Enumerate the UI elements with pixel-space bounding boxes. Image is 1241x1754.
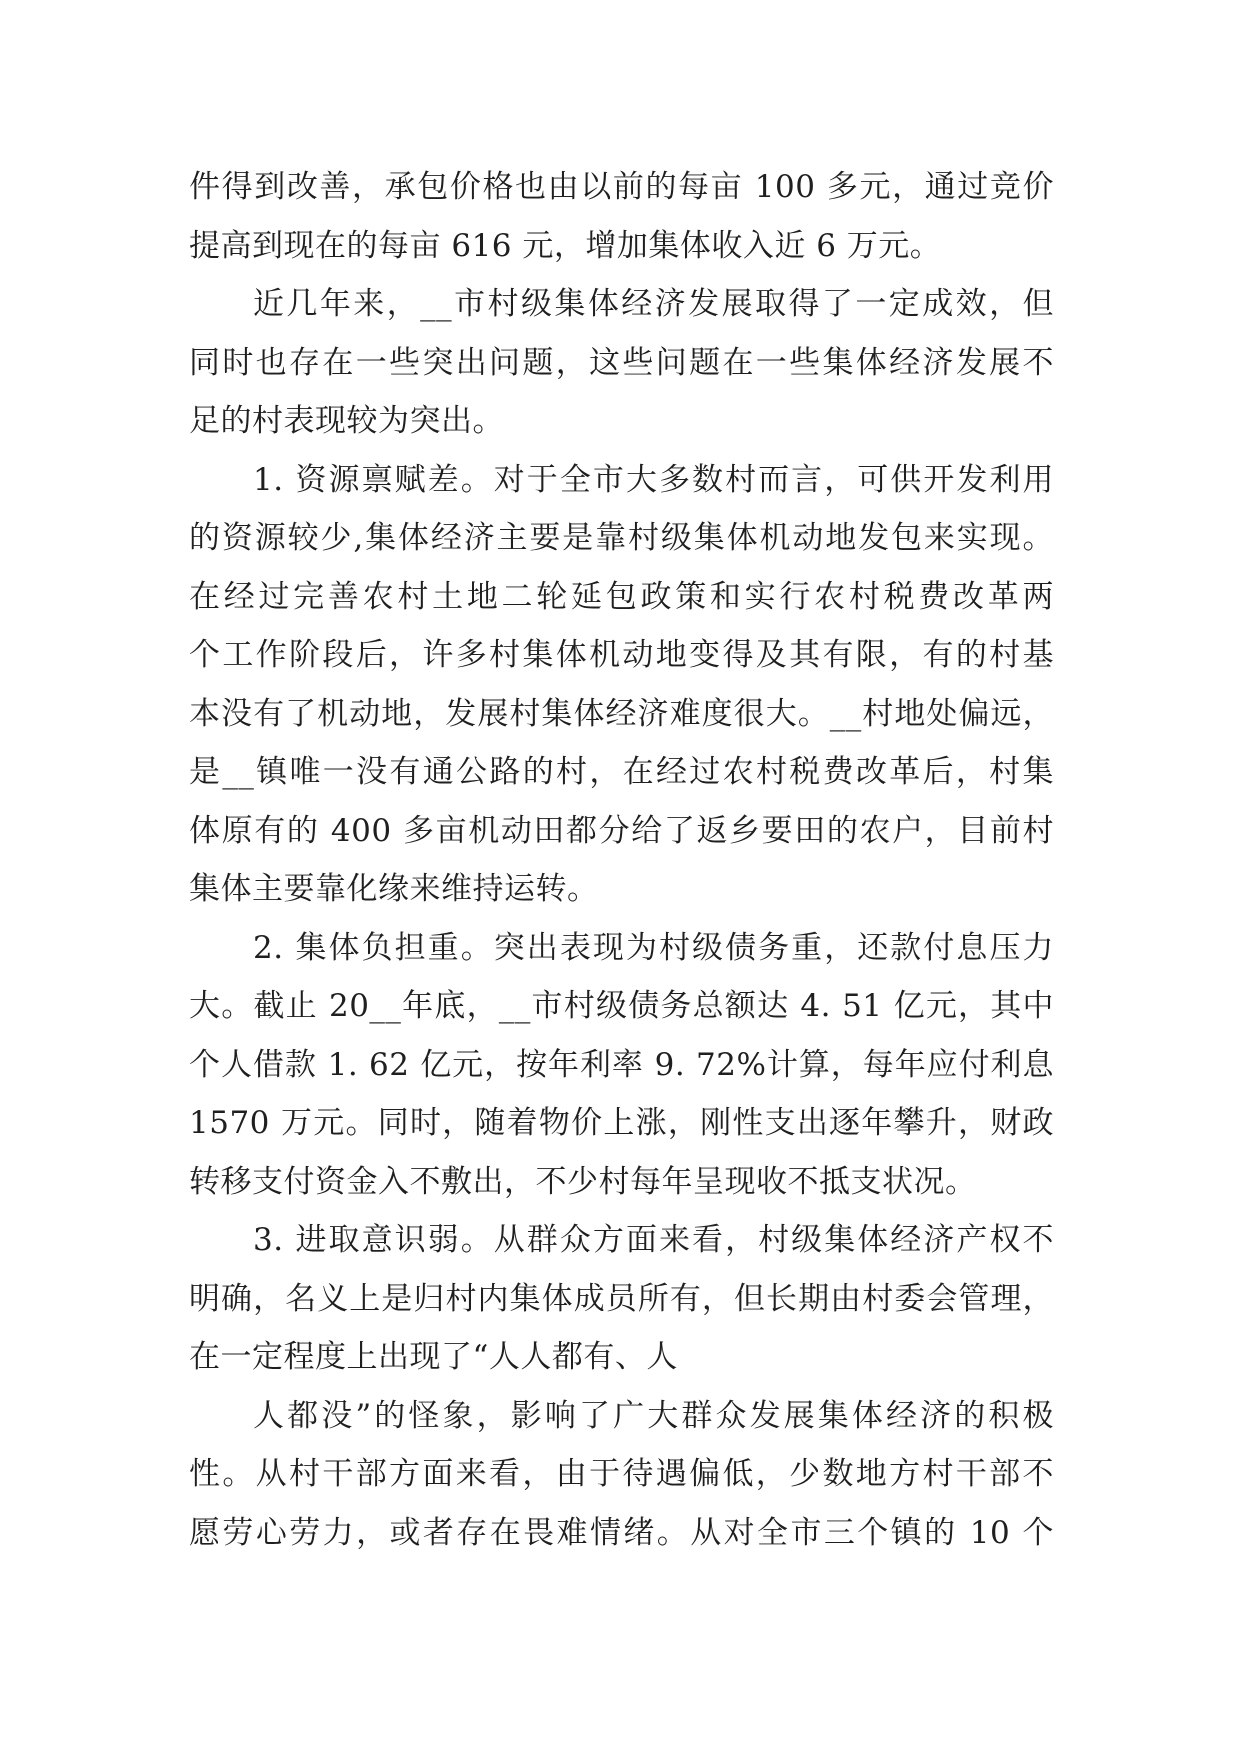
text-line-2: 提高到现在的每亩 616 元，增加集体收入近 6 万元。 — [189, 227, 942, 264]
text-line-19: 3. 进取意识弱。从群众方面来看，村级集体经济产权不 — [253, 1222, 1054, 1258]
text-line-5: 足的村表现较为突出。 — [189, 403, 504, 439]
text-line-24: 愿劳心劳力，或者存在畏难情绪。从对全市三个镇的 10 个 — [189, 1514, 1054, 1551]
text-line-13: 集体主要靠化缘来维持运转。 — [189, 871, 599, 907]
text-line-15: 大。截止 20__年底，__市村级债务总额达 4. 51 亿元，其中 — [189, 988, 1054, 1024]
text-line-9: 个工作阶段后，许多村集体机动地变得及其有限，有的村基 — [189, 637, 1054, 673]
text-line-22: 人都没”的怪象，影响了广大群众发展集体经济的积极 — [253, 1397, 1054, 1434]
text-line-1: 件得到改善，承包价格也由以前的每亩 100 多元，通过竞价 — [189, 169, 1054, 205]
text-line-11: 是__镇唯一没有通公路的村，在经过农村税费改革后，村集 — [189, 754, 1054, 790]
text-line-18: 转移支付资金入不敷出，不少村每年呈现收不抵支状况。 — [189, 1163, 977, 1200]
text-line-17: 1570 万元。同时，随着物价上涨，刚性支出逐年攀升，财政 — [189, 1105, 1054, 1141]
text-line-7: 的资源较少,集体经济主要是靠村级集体机动地发包来实现。 — [189, 520, 1054, 556]
text-line-21: 在一定程度上出现了“人人都有、人 — [189, 1339, 678, 1375]
text-line-20: 明确，名义上是归村内集体成员所有，但长期由村委会管理， — [189, 1280, 1054, 1317]
body-text — [189, 158, 1054, 1562]
text-line-3: 近几年来，__市村级集体经济发展取得了一定成效，但 — [253, 286, 1054, 322]
text-line-16: 个人借款 1. 62 亿元，按年利率 9. 72%计算，每年应付利息 — [189, 1046, 1054, 1083]
text-line-14: 2. 集体负担重。突出表现为村级债务重，还款付息压力 — [253, 929, 1054, 966]
text-line-10: 本没有了机动地，发展村集体经济难度很大。__村地处偏远， — [189, 695, 1054, 732]
text-line-12: 体原有的 400 多亩机动田都分给了返乡要田的农户，目前村 — [189, 812, 1054, 849]
text-line-8: 在经过完善农村土地二轮延包政策和实行农村税费改革两 — [189, 578, 1054, 615]
text-line-23: 性。从村干部方面来看，由于待遇偏低，少数地方村干部不 — [189, 1456, 1054, 1492]
text-line-4: 同时也存在一些突出问题，这些问题在一些集体经济发展不 — [189, 344, 1054, 381]
text-line-6: 1. 资源禀赋差。对于全市大多数村而言，可供开发利用 — [253, 461, 1054, 498]
